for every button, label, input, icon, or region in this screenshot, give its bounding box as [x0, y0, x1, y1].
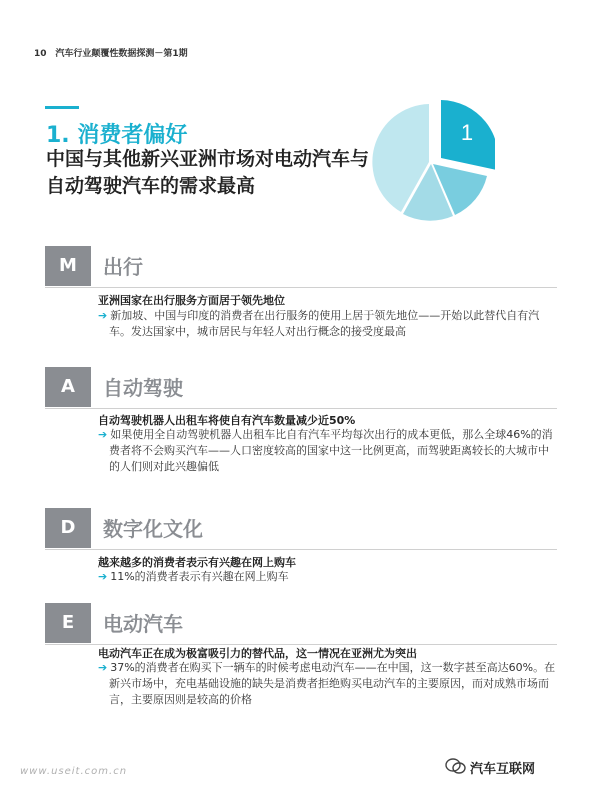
arrow-icon: ➔ — [98, 661, 108, 674]
section-headline: 电动汽车正在成为极富吸引力的替代品，这一情况在亚洲尤为突出 — [98, 647, 417, 660]
section-headline: 自动驾驶机器人出租车将使自有汽车数量减少近50% — [98, 414, 356, 427]
bullet-text: 11%的消费者表示有兴趣在网上购车 — [110, 570, 289, 583]
section-bullet — [98, 308, 559, 340]
publication-title: 汽车行业颠覆性数据探测－第1期 — [55, 49, 188, 59]
arrow-icon: ➔ — [98, 309, 108, 322]
section-badge: E — [45, 603, 91, 643]
pie-graphic — [367, 100, 495, 224]
section-badge: D — [45, 508, 91, 548]
section-subtitle: 中国与其他新兴亚洲市场对电动汽车与自动驾驶汽车的需求最高 — [46, 148, 370, 197]
section-heading: 数字化文化 — [103, 517, 203, 541]
section-headline: 亚洲国家在出行服务方面居于领先地位 — [98, 294, 285, 307]
divider — [45, 549, 557, 550]
section-heading: 电动汽车 — [103, 612, 183, 636]
accent-bar — [45, 106, 79, 109]
page-number: 10 — [34, 49, 47, 59]
bullet-text: 37%的消费者在购买下一辆车的时候考虑电动汽车——在中国，这一数字甚至高达60%。在新兴市场中，充电基础设施的缺失是消费者拒绝购买电动汽车的主要原因，而对成熟市场而言，主要原因则是较高的价格 — [109, 661, 556, 706]
page-header — [34, 46, 188, 59]
divider — [45, 408, 557, 409]
section-heading: 自动驾驶 — [103, 376, 183, 400]
section-bullet — [98, 427, 559, 475]
section-badge: A — [45, 367, 91, 407]
section-bullet — [98, 569, 559, 585]
brand-name: 汽车互联网 — [470, 762, 536, 777]
watermark: www.useit.com.cn — [20, 766, 128, 777]
bullet-text: 新加坡、中国与印度的消费者在出行服务的使用上居于领先地位——开始以此替代自有汽车。发达国家中，城市居民与年轻人对出行概念的接受度最高 — [109, 309, 540, 338]
section-badge: M — [45, 246, 91, 286]
section-bullet — [98, 660, 559, 708]
arrow-icon: ➔ — [98, 570, 108, 583]
divider — [45, 287, 557, 288]
section-headline: 越来越多的消费者表示有兴趣在网上购车 — [98, 556, 296, 569]
section-heading: 出行 — [103, 255, 143, 279]
bullet-text: 如果使用全自动驾驶机器人出租车比自有汽车平均每次出行的成本更低，那么全球46%的消费者将不会购买汽车——人口密度较高的国家中这一比例更高，而驾驶距离较长的大城市中的人们则对此兴趣偏低 — [109, 428, 553, 473]
section-title: 1. 消费者偏好 — [46, 123, 188, 148]
pie-number: 1 — [460, 120, 474, 145]
wechat-icon — [445, 757, 467, 775]
arrow-icon: ➔ — [98, 428, 108, 441]
